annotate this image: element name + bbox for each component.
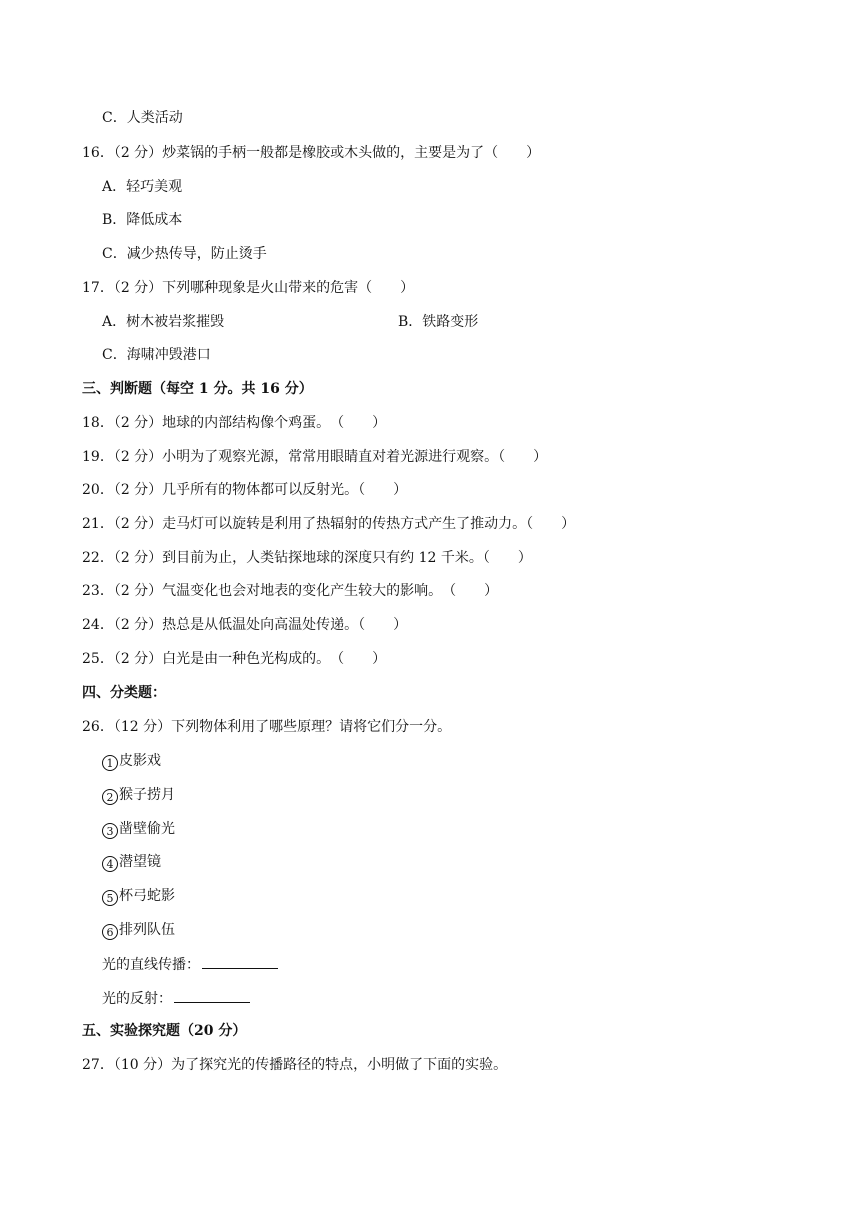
q17-option-a: A．树木被岩浆摧毁	[102, 314, 225, 330]
q26-item-3	[102, 819, 175, 839]
q16-stem: 16．（2 分）炒菜锅的手柄一般都是橡胶或木头做的，主要是为了（ ）	[82, 145, 541, 161]
judgment-23: 23．（2 分）气温变化也会对地表的变化产生较大的影响。 （ ）	[82, 583, 499, 599]
item-label: 杯弓蛇影	[119, 888, 175, 904]
item-number-circle: 2	[102, 789, 118, 805]
q16-option-c: C．减少热传导，防止烫手	[102, 246, 267, 262]
item-label: 皮影戏	[119, 753, 161, 769]
item-number-circle: 4	[102, 856, 118, 872]
answer-label-reflect: 光的反射：	[102, 991, 172, 1007]
judgment-25: 25．（2 分）白光是由一种色光构成的。 （ ）	[82, 651, 387, 667]
q27-stem: 27．（10 分）为了探究光的传播路径的特点，小明做了下面的实验。	[82, 1057, 508, 1073]
q26-item-1	[102, 751, 161, 771]
item-number-circle: 1	[102, 755, 118, 771]
judgment-18: 18．（2 分）地球的内部结构像个鸡蛋。 （ ）	[82, 415, 387, 431]
judgment-21: 21．（2 分）走马灯可以旋转是利用了热辐射的传热方式产生了推动力。（ ）	[82, 516, 576, 532]
answer-blank-reflect[interactable]	[174, 988, 250, 1003]
q16-option-b: B．降低成本	[102, 212, 183, 228]
q17-option-b: B．铁路变形	[398, 314, 479, 330]
q16-option-a: A．轻巧美观	[102, 179, 183, 195]
section-4-title: 四、分类题：	[82, 685, 166, 701]
section-3-title: 三、判断题（每空 1 分。共 16 分）	[82, 381, 313, 397]
answer-line-straight	[102, 954, 278, 975]
item-number-circle: 6	[102, 924, 118, 940]
answer-label-straight: 光的直线传播：	[102, 957, 200, 973]
q17-stem: 17．（2 分）下列哪种现象是火山带来的危害（ ）	[82, 280, 415, 296]
item-label: 排列队伍	[119, 922, 175, 938]
judgment-24: 24．（2 分）热总是从低温处向高温处传递。（ ）	[82, 617, 408, 633]
section-5-title: 五、实验探究题（20 分）	[82, 1023, 247, 1039]
answer-line-reflect	[102, 988, 250, 1009]
item-number-circle: 5	[102, 890, 118, 906]
q26-item-5	[102, 886, 175, 906]
judgment-22: 22．（2 分）到目前为止，人类钻探地球的深度只有约 12 千米。（ ）	[82, 550, 532, 566]
item-label: 凿壁偷光	[119, 821, 175, 837]
q15-option-c: C．人类活动	[102, 110, 183, 126]
q26-item-6	[102, 920, 175, 940]
judgment-20: 20．（2 分）几乎所有的物体都可以反射光。（ ）	[82, 482, 408, 498]
judgment-19: 19．（2 分）小明为了观察光源，常常用眼睛直对着光源进行观察。（ ）	[82, 449, 548, 465]
q26-stem: 26．（12 分）下列物体利用了哪些原理？请将它们分一分。	[82, 719, 452, 735]
item-number-circle: 3	[102, 823, 118, 839]
q26-item-4	[102, 852, 161, 872]
item-label: 猴子捞月	[119, 787, 175, 803]
q26-item-2	[102, 785, 175, 805]
q17-option-c: C．海啸冲毁港口	[102, 347, 211, 363]
item-label: 潜望镜	[119, 854, 161, 870]
answer-blank-straight[interactable]	[202, 954, 278, 969]
